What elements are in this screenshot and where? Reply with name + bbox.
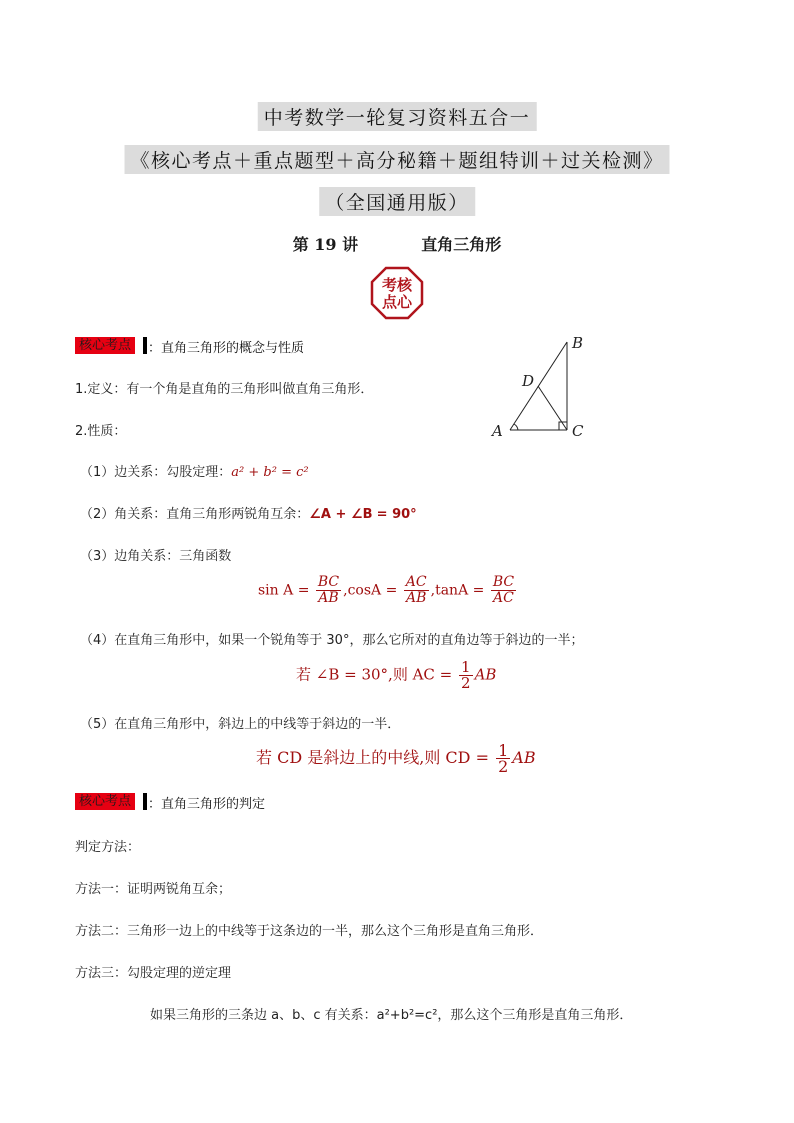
method-one: 方法一：证明两锐角互余； [75, 882, 232, 897]
sin-den: AB [318, 590, 339, 606]
label-C: C [572, 422, 584, 440]
seal-line2: 点心 [381, 293, 413, 311]
properties-label: 2.性质： [75, 424, 127, 439]
cos-label: ,cosA = [343, 582, 398, 599]
definition-line [75, 378, 373, 397]
doc-title-line1: 中考数学一轮复习资料五合一 [258, 102, 537, 131]
cos-den: AB [406, 590, 427, 606]
tan-num: BC [492, 574, 515, 590]
median-num: 1 [498, 741, 509, 760]
definition-text: 有一个角是直角的三角形叫做直角三角形． [126, 382, 374, 397]
tan-den: AC [493, 590, 514, 606]
lecture-title: 直角三角形 [421, 235, 502, 254]
item1-label: （1）边关系：勾股定理： [80, 465, 232, 480]
thirty-degree-den: 2 [461, 674, 471, 692]
pythagoras-formula: a² + b² = c² [231, 465, 309, 480]
thirty-degree-num: 1 [461, 658, 471, 676]
item4-label: （4）在直角三角形中，如果一个锐角等于 30°，那么它所对的直角边等于斜边的一半； [80, 633, 584, 648]
trig-formula [258, 575, 518, 606]
thirty-degree-tail: AB [474, 665, 497, 684]
thirty-degree-text: 若 ∠B = 30°,则 AC = [296, 665, 453, 684]
label-D: D [522, 372, 535, 390]
thirty-degree-formula [296, 660, 496, 691]
median-formula [256, 743, 536, 774]
right-triangle-figure [488, 334, 588, 440]
section1-title: ：直角三角形的概念与性质 [148, 341, 305, 356]
doc-title-line3: （全国通用版） [319, 187, 475, 216]
method-two: 方法二：三角形一边上的中线等于这条边的一半，那么这个三角形是直角三角形． [75, 924, 544, 939]
median-den: 2 [498, 757, 509, 776]
lecture-number: 第 19 讲 [292, 235, 359, 254]
doc-title-line2: 《核心考点＋重点题型＋高分秘籍＋题组特训＋过关检测》 [124, 145, 669, 174]
lecture-heading [0, 232, 794, 255]
median-text: 若 CD 是斜边上的中线,则 CD = [256, 748, 489, 767]
angle-sum-angles: ∠A + ∠B [309, 507, 373, 522]
section2-tag-marker [143, 793, 147, 810]
angle-sum-value: = 90° [376, 507, 417, 522]
sin-label: sin A = [258, 582, 310, 599]
section2-tag: 核心考点 [75, 793, 135, 810]
item3-label: （3）边角关系：三角函数 [80, 549, 232, 564]
item1 [80, 461, 309, 480]
item5-label: （5）在直角三角形中，斜边上的中线等于斜边的一半． [80, 717, 401, 732]
sin-num: BC [317, 574, 340, 590]
median-tail: AB [512, 748, 536, 767]
section2-title: ：直角三角形的判定 [148, 797, 266, 812]
methods-label: 判定方法： [75, 840, 141, 855]
method-three-detail: 如果三角形的三条边 a、b、c 有关系：a²+b²=c²，那么这个三角形是直角三角形． [150, 1008, 633, 1023]
section1-tag-marker [143, 337, 147, 354]
item2 [80, 503, 417, 522]
angle-A-arc [514, 424, 518, 430]
method-three: 方法三：勾股定理的逆定理 [75, 966, 232, 981]
tan-label: ,tanA = [430, 582, 485, 599]
section1-tag: 核心考点 [75, 337, 135, 354]
definition-label: 1.定义： [75, 382, 127, 397]
label-A: A [492, 422, 503, 440]
core-points-seal-icon [370, 266, 424, 320]
label-B: B [572, 334, 584, 352]
seal-line1: 考核 [381, 276, 413, 294]
median-CD [538, 386, 567, 430]
cos-num: AC [405, 574, 427, 590]
item2-label: （2）角关系：直角三角形两锐角互余： [80, 507, 310, 522]
